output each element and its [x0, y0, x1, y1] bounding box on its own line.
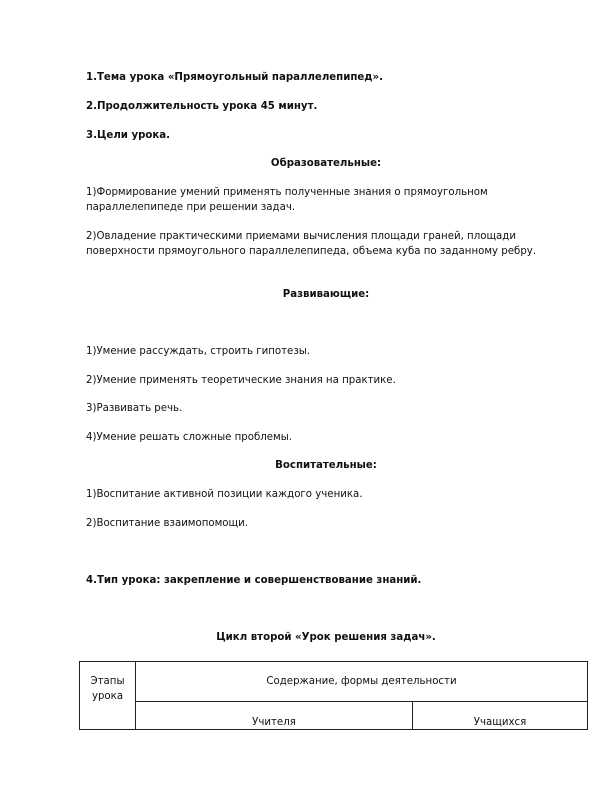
educational-goal-1: 1)Формирование умений применять полученные знания о прямоугольном параллелепипеде при решении задач.: [86, 187, 488, 213]
lesson-type-heading: 4.Тип урока: закрепление и совершенствование знаний.: [86, 575, 422, 586]
upbringing-goals-title: Воспитательные:: [275, 460, 377, 471]
developing-goal-4: 4)Умение решать сложные проблемы.: [86, 432, 293, 443]
table-header-content: Содержание, формы деятельности: [136, 662, 588, 702]
table-header-teacher: Учителя: [136, 702, 413, 730]
developing-goal-3: 3)Развивать речь.: [86, 403, 183, 414]
developing-goal-1: 1)Умение рассуждать, строить гипотезы.: [86, 346, 311, 357]
educational-goals-title: Образовательные:: [270, 158, 382, 169]
educational-goal-2: 2)Овладение практическими приемами вычисления площади граней, площади поверхности прямоугольного параллелепипеда, объема куба по заданному ребру.: [86, 231, 537, 257]
upbringing-goal-1: 1)Воспитание активной позиции каждого ученика.: [86, 489, 363, 500]
lesson-duration-heading: 2.Продолжительность урока 45 минут.: [86, 101, 318, 112]
cycle-title: Цикл второй «Урок решения задач».: [216, 632, 436, 643]
lesson-goals-heading: 3.Цели урока.: [86, 130, 171, 141]
upbringing-goal-2: 2)Воспитание взаимопомощи.: [86, 518, 248, 529]
developing-goals-title: Развивающие:: [282, 289, 370, 300]
table-header-students: Учащихся: [413, 702, 588, 730]
developing-goal-2: 2)Умение применять теоретические знания на практике.: [86, 375, 396, 386]
lesson-stages-table: [79, 661, 588, 730]
lesson-topic-heading: 1.Тема урока «Прямоугольный параллелепипед».: [86, 72, 383, 83]
table-header-stages: Этапы урока: [80, 662, 136, 730]
